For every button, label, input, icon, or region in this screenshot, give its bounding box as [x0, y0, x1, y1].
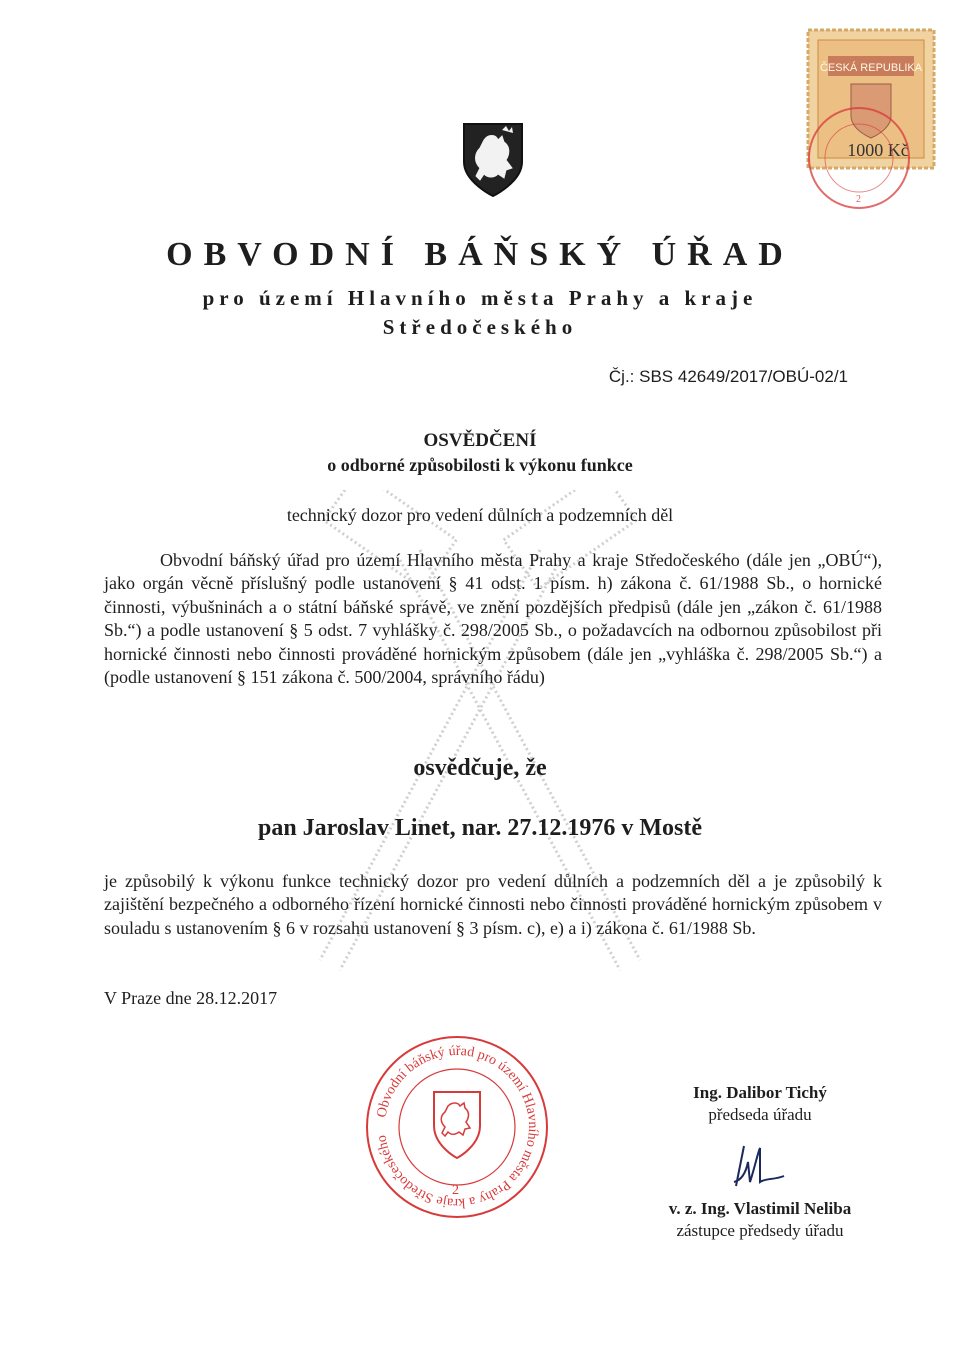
svg-text:ČESKÁ REPUBLIKA: ČESKÁ REPUBLIKA: [819, 62, 923, 74]
office-jurisdiction-line-1: pro území Hlavního města Prahy a kraje: [202, 286, 758, 310]
office-round-stamp-icon: [364, 1034, 550, 1220]
svg-text:1000 Kč: 1000 Kč: [847, 140, 909, 160]
reference-number: Čj.: SBS 42649/2017/OBÚ-02/1: [608, 367, 848, 386]
certificate-subtitle: o odborné způsobilosti k výkonu funkce: [327, 455, 633, 475]
stamp-circular-text: Obvodní báňský úřad pro území Hlavního města Prahy a kraje Středočeského: [374, 1043, 541, 1211]
chair-name: Ing. Dalibor Tichý: [693, 1083, 827, 1102]
coat-of-arms-icon: [462, 122, 524, 198]
certifies-heading: osvědčuje, že: [413, 755, 547, 781]
place-and-date: V Praze dne 28.12.2017: [104, 988, 278, 1008]
svg-text:2: 2: [856, 194, 861, 205]
deputy-role: zástupce předsedy úřadu: [676, 1221, 844, 1240]
handwritten-signature-icon: [730, 1142, 790, 1192]
competence-paragraph: je způsobilý k výkonu funkce technický dozor pro vedení důlních a podzemních děl a je způsobilý k zajištění bezpečného a odborného řízení hornické činnosti nebo činnosti prováděné hornickým způsobem v souladu s ustanovením § 6 v rozsahu ustanovení § 3 písm. c), e) a i) zákona č. 61/1988 Sb.: [104, 871, 882, 938]
function-description: technický dozor pro vedení důlních a podzemních děl: [286, 505, 674, 525]
office-name-heading: OBVODNÍ BÁŇSKÝ ÚŘAD: [166, 236, 794, 273]
deputy-name: v. z. Ing. Vlastimil Neliba: [668, 1199, 852, 1218]
stamp-number: 2: [452, 1183, 459, 1198]
certified-person: pan Jaroslav Linet, nar. 27.12.1976 v Mostě: [257, 815, 703, 841]
chair-role: předseda úřadu: [708, 1105, 812, 1124]
certificate-title: OSVĚDČENÍ: [423, 430, 537, 451]
office-jurisdiction-line-2: Středočeského: [382, 315, 578, 339]
small-office-stamp-icon: [804, 98, 914, 218]
legal-basis-paragraph: Obvodní báňský úřad pro území Hlavního města Prahy a kraje Středočeského (dále jen „OBÚ“), jako orgán věcně příslušný podle ustanovení § 41 odst. 1 písm. h) zákona č. 61/1988 Sb., o hornické činnosti, výbušninách a o státní báňské správě, ve znění pozdějších předpisů (dále jen „zákon č. 61/1988 Sb.“) a podle ustanovení § 5 odst. 7 vyhlášky č. 298/2005 Sb., o požadavcích na odbornou způsobilost při hornické činnosti nebo činnosti prováděné hornickým způsobem (dále jen „vyhláška č. 298/2005 Sb.“) a (podle ustanovení § 151 zákona č. 500/2004, správního řádu): [104, 550, 882, 688]
